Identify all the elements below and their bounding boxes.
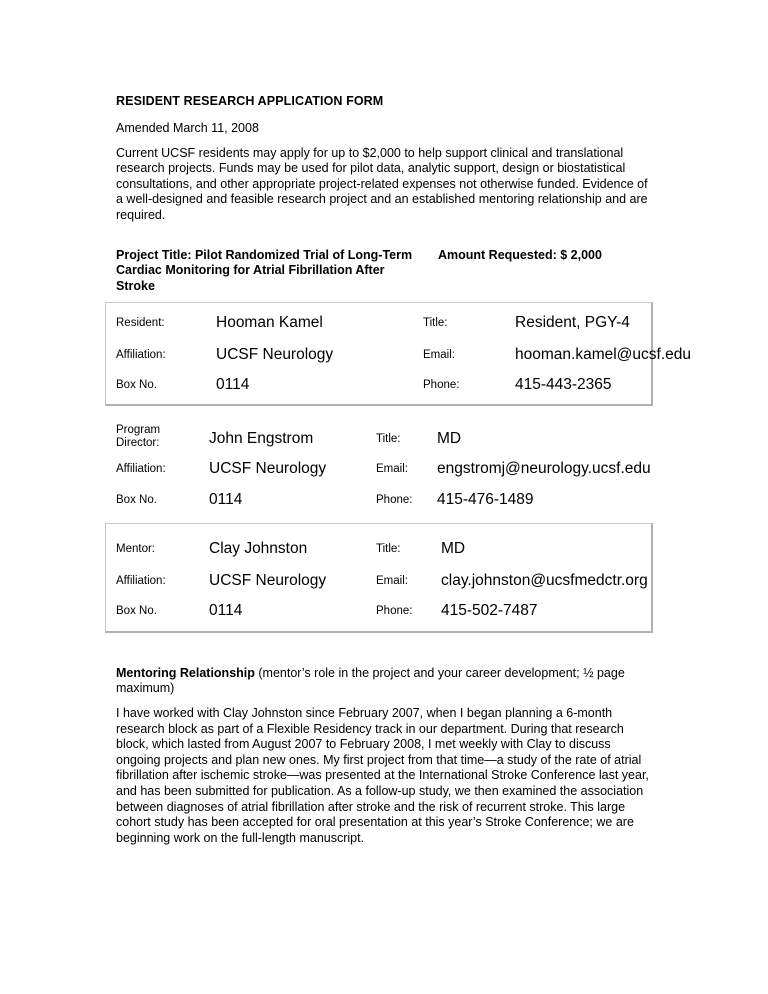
- mentoring-heading-bold: Mentoring Relationship: [116, 666, 255, 680]
- mentoring-relationship-heading: [116, 666, 656, 697]
- project-title: Project Title: Pilot Randomized Trial of Long-Term Cardiac Monitoring for Atrial Fibrillation After Stroke: [116, 248, 413, 293]
- mentor-affiliation-label: Affiliation:: [116, 575, 166, 587]
- form-title: RESIDENT RESEARCH APPLICATION FORM: [116, 94, 384, 108]
- resident-phone-label: Phone:: [423, 379, 460, 391]
- program-director-name: John Engstrom: [209, 430, 314, 447]
- mentoring-relationship-body: I have worked with Clay Johnston since February 2007, when I began planning a 6-month research block as part of a Flexible Residency track in our department. During that research block, which lasted from August 2007 to February 2008, I met weekly with Clay to discuss ongoing projects and plan new ones. My first project from that time—a study of the rate of atrial fibrillation after ischemic stroke—was presented at the International Stroke Conference last year, and has been submitted for publication. As a follow-up study, we then examined the association between diagnoses of atrial fibrillation after stroke and the risk of recurrent stroke. This large cohort study has been accepted for oral presentation at this year’s Stroke Conference; we are beginning work on the full-length manuscript.: [116, 706, 649, 845]
- program-director-affiliation-label: Affiliation:: [116, 463, 166, 475]
- resident-phone: 415-443-2365: [515, 376, 612, 393]
- mentor-email-label: Email:: [376, 575, 408, 587]
- resident-email-label: Email:: [423, 349, 455, 361]
- program-director-phone: 415-476-1489: [437, 491, 534, 508]
- resident-email: hooman.kamel@ucsf.edu: [515, 346, 691, 363]
- program-director-affiliation: UCSF Neurology: [209, 460, 327, 477]
- program-director-title: MD: [437, 430, 462, 447]
- mentor-box-label: Box No.: [116, 605, 157, 617]
- program-director-box-number: 0114: [209, 491, 243, 508]
- resident-affiliation-label: Affiliation:: [116, 349, 166, 361]
- mentor-info-box: [105, 523, 653, 633]
- resident-name: Hooman Kamel: [216, 314, 323, 331]
- mentor-phone-label: Phone:: [376, 605, 413, 617]
- program-director-phone-label: Phone:: [376, 494, 413, 506]
- mentor-phone: 415-502-7487: [441, 602, 538, 619]
- mentor-role-label: Mentor:: [116, 543, 155, 555]
- mentor-title: MD: [441, 540, 466, 557]
- program-director-box-label: Box No.: [116, 494, 157, 506]
- resident-role-label: Resident:: [116, 317, 165, 329]
- amended-date: Amended March 11, 2008: [116, 121, 259, 135]
- resident-info-box: [105, 302, 691, 406]
- program-director-title-label: Title:: [376, 433, 401, 445]
- resident-box-number: 0114: [216, 376, 250, 393]
- intro-paragraph: Current UCSF residents may apply for up to $2,000 to help support clinical and translational research projects. Funds may be used for pilot data, analytic support, design or biostatistical consultations, and other appropriate project-related expenses not otherwise funded. Evidence of a well-designed and feasible research project and an established mentoring relationship and are required.: [116, 146, 648, 222]
- mentor-box-number: 0114: [209, 602, 243, 619]
- mentor-affiliation: UCSF Neurology: [209, 572, 327, 589]
- mentor-name: Clay Johnston: [209, 540, 308, 557]
- mentoring-heading-note: (mentor’s role in the project and your career development; ½ page maximum): [116, 666, 625, 696]
- program-director-role-label: Program Director:: [116, 424, 161, 449]
- program-director-email-label: Email:: [376, 463, 408, 475]
- resident-box-label: Box No.: [116, 379, 157, 391]
- resident-title: Resident, PGY-4: [515, 314, 630, 331]
- resident-affiliation: UCSF Neurology: [216, 346, 334, 363]
- mentor-title-label: Title:: [376, 543, 401, 555]
- mentor-email: clay.johnston@ucsfmedctr.org: [441, 572, 648, 589]
- resident-title-label: Title:: [423, 317, 448, 329]
- program-director-info-box: [105, 409, 653, 521]
- amount-requested: Amount Requested: $ 2,000: [438, 248, 602, 262]
- program-director-email: engstromj@neurology.ucsf.edu: [437, 460, 651, 477]
